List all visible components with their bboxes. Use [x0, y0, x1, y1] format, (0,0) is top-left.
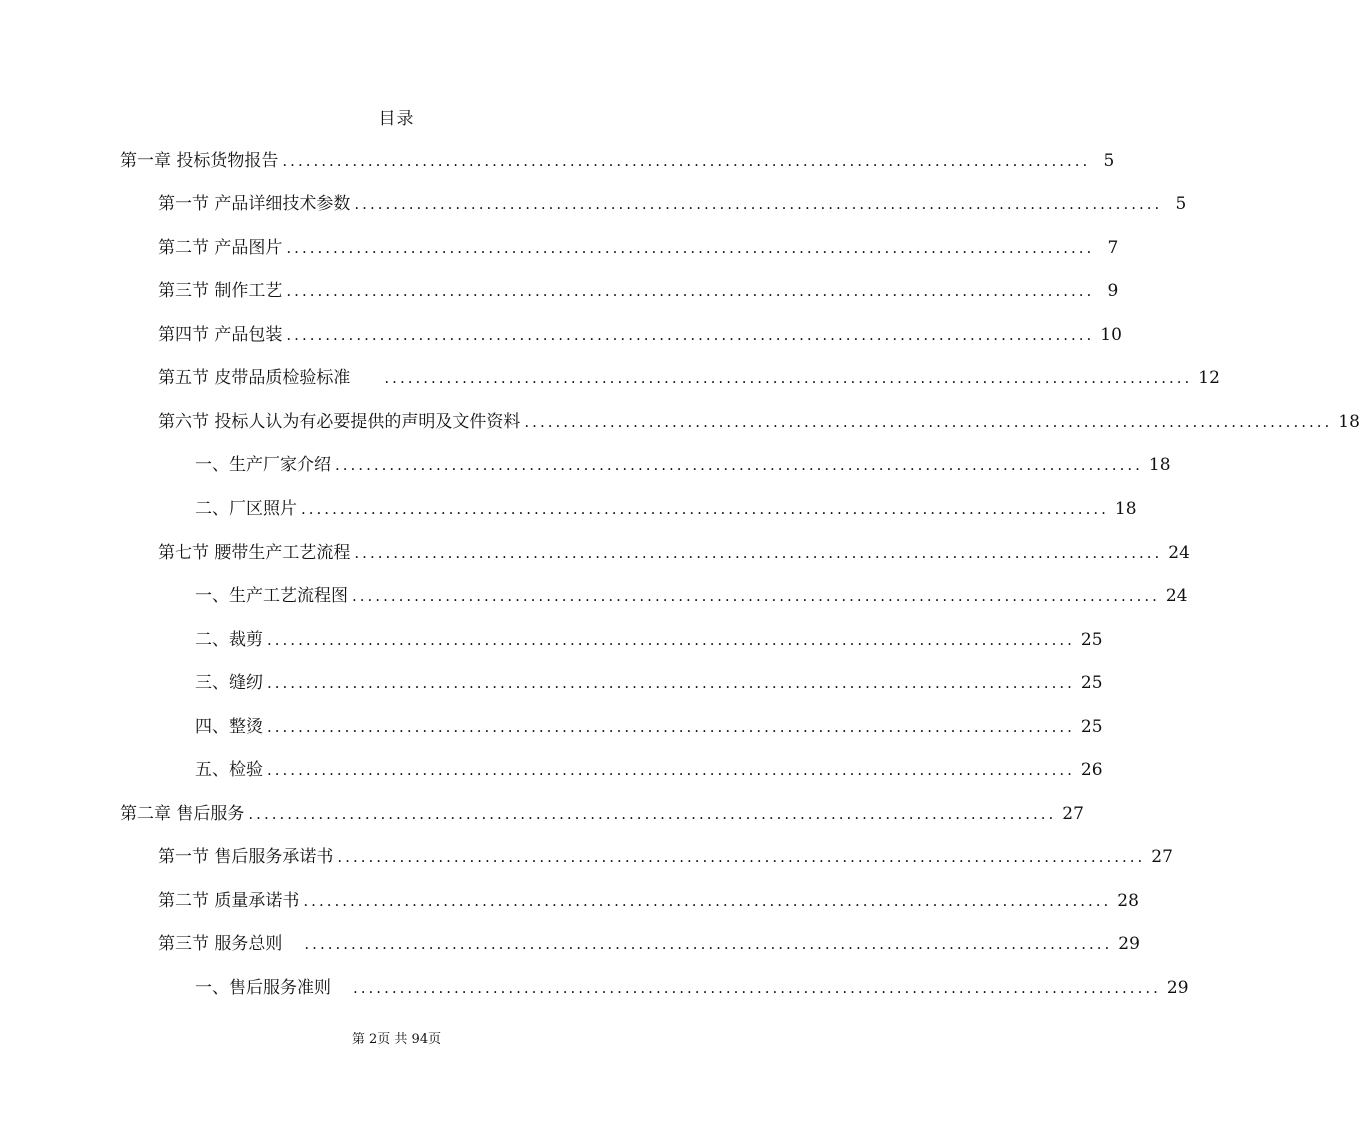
toc-entry-page: 29	[1166, 978, 1189, 998]
toc-entry-label: 第一章 投标货物报告	[120, 151, 279, 171]
dot-leader: ........................................................................................................	[384, 369, 1193, 387]
toc-entry-label: 第三节 制作工艺	[158, 281, 283, 301]
toc-entry[interactable]	[195, 497, 1137, 521]
toc-entry[interactable]	[195, 715, 1103, 739]
toc-entry-page: 25	[1080, 630, 1103, 650]
toc-entry-label: 四、整烫	[195, 717, 263, 737]
toc-entry-label: 三、缝纫	[195, 673, 263, 693]
toc-entry-page: 27	[1151, 847, 1173, 867]
toc-entry-label: 二、厂区照片	[195, 499, 297, 519]
toc-entry-label: 第二节 产品图片	[158, 238, 283, 258]
toc-entry-label: 第二章 售后服务	[120, 804, 245, 824]
toc-entry-page: 18	[1114, 499, 1137, 519]
toc-entry-page: 28	[1117, 891, 1139, 911]
toc-entry[interactable]	[158, 236, 1119, 260]
toc-entry[interactable]	[195, 758, 1103, 782]
toc-entry-page: 29	[1118, 934, 1140, 954]
toc-entry-label: 第四节 产品包装	[158, 325, 283, 345]
dot-leader: ........................................................................................................	[267, 761, 1075, 779]
toc-entry-label: 第七节 腰带生产工艺流程	[158, 543, 351, 563]
toc-entry[interactable]	[195, 628, 1103, 652]
toc-entry[interactable]	[158, 932, 1140, 956]
toc-entry-page: 25	[1080, 717, 1103, 737]
dot-leader: ........................................................................................................	[282, 152, 1091, 170]
toc-entry[interactable]	[158, 889, 1139, 913]
dot-leader: ........................................................................................................	[524, 413, 1333, 431]
toc-entry-page: 5	[1175, 194, 1187, 214]
dot-leader: ........................................................................................................	[267, 631, 1075, 649]
toc-entry[interactable]	[195, 671, 1103, 695]
toc-entry-label: 二、裁剪	[195, 630, 263, 650]
toc-entry[interactable]	[195, 453, 1171, 477]
dot-leader: ........................................................................................................	[352, 587, 1160, 605]
toc-entry-label: 第六节 投标人认为有必要提供的声明及文件资料	[158, 412, 521, 432]
toc-entry-page: 10	[1100, 325, 1122, 345]
dot-leader: ........................................................................................................	[304, 935, 1113, 953]
dot-leader: ........................................................................................................	[248, 805, 1057, 823]
toc-entry-label: 第一节 产品详细技术参数	[158, 194, 351, 214]
dot-leader: ........................................................................................................	[303, 892, 1112, 910]
toc-entry-page: 9	[1107, 281, 1119, 301]
dot-leader: ........................................................................................................	[267, 674, 1075, 692]
toc-entry-label: 一、售后服务准则	[195, 978, 331, 998]
toc-entry[interactable]	[195, 584, 1188, 608]
toc-entry-label: 一、生产厂家介绍	[195, 455, 331, 475]
toc-entry-label: 五、检验	[195, 760, 263, 780]
dot-leader: ........................................................................................................	[354, 544, 1163, 562]
toc-entry-label: 一、生产工艺流程图	[195, 586, 348, 606]
toc-entry[interactable]	[158, 279, 1119, 303]
dot-leader: ........................................................................................................	[353, 979, 1161, 997]
toc-entry[interactable]	[120, 802, 1084, 826]
toc-entry-page: 12	[1198, 368, 1220, 388]
toc-entry-page: 7	[1107, 238, 1119, 258]
toc-entry-page: 26	[1080, 760, 1103, 780]
toc-entry[interactable]	[158, 541, 1190, 565]
dot-leader: ........................................................................................................	[335, 456, 1143, 474]
dot-leader: ........................................................................................................	[267, 718, 1075, 736]
toc-entry[interactable]	[158, 410, 1360, 434]
toc-entry-page: 25	[1080, 673, 1103, 693]
toc-entry-page: 5	[1103, 151, 1115, 171]
toc-entry-page: 18	[1338, 412, 1360, 432]
toc-entry[interactable]	[195, 976, 1189, 1000]
toc-entry[interactable]	[158, 323, 1122, 347]
toc-entry[interactable]	[158, 192, 1187, 216]
toc-entry[interactable]	[158, 366, 1220, 390]
toc-title: 目录	[378, 109, 415, 129]
toc-entry[interactable]	[120, 149, 1115, 173]
page-footer: 第 2页 共 94页	[351, 1032, 442, 1047]
toc-entry-page: 24	[1168, 543, 1190, 563]
dot-leader: ........................................................................................................	[354, 195, 1163, 213]
toc-entry-label: 第三节 服务总则	[158, 934, 283, 954]
dot-leader: ........................................................................................................	[301, 500, 1109, 518]
dot-leader: ........................................................................................................	[286, 282, 1095, 300]
dot-leader: ........................................................................................................	[337, 848, 1146, 866]
toc-entry[interactable]	[158, 845, 1173, 869]
toc-entry-page: 24	[1165, 586, 1188, 606]
toc-entry-label: 第五节 皮带品质检验标准	[158, 368, 351, 388]
dot-leader: ........................................................................................................	[286, 239, 1095, 257]
dot-leader: ........................................................................................................	[286, 326, 1095, 344]
toc-entry-label: 第二节 质量承诺书	[158, 891, 300, 911]
toc-entry-page: 27	[1062, 804, 1084, 824]
toc-entry-label: 第一节 售后服务承诺书	[158, 847, 334, 867]
toc-entry-page: 18	[1148, 455, 1171, 475]
